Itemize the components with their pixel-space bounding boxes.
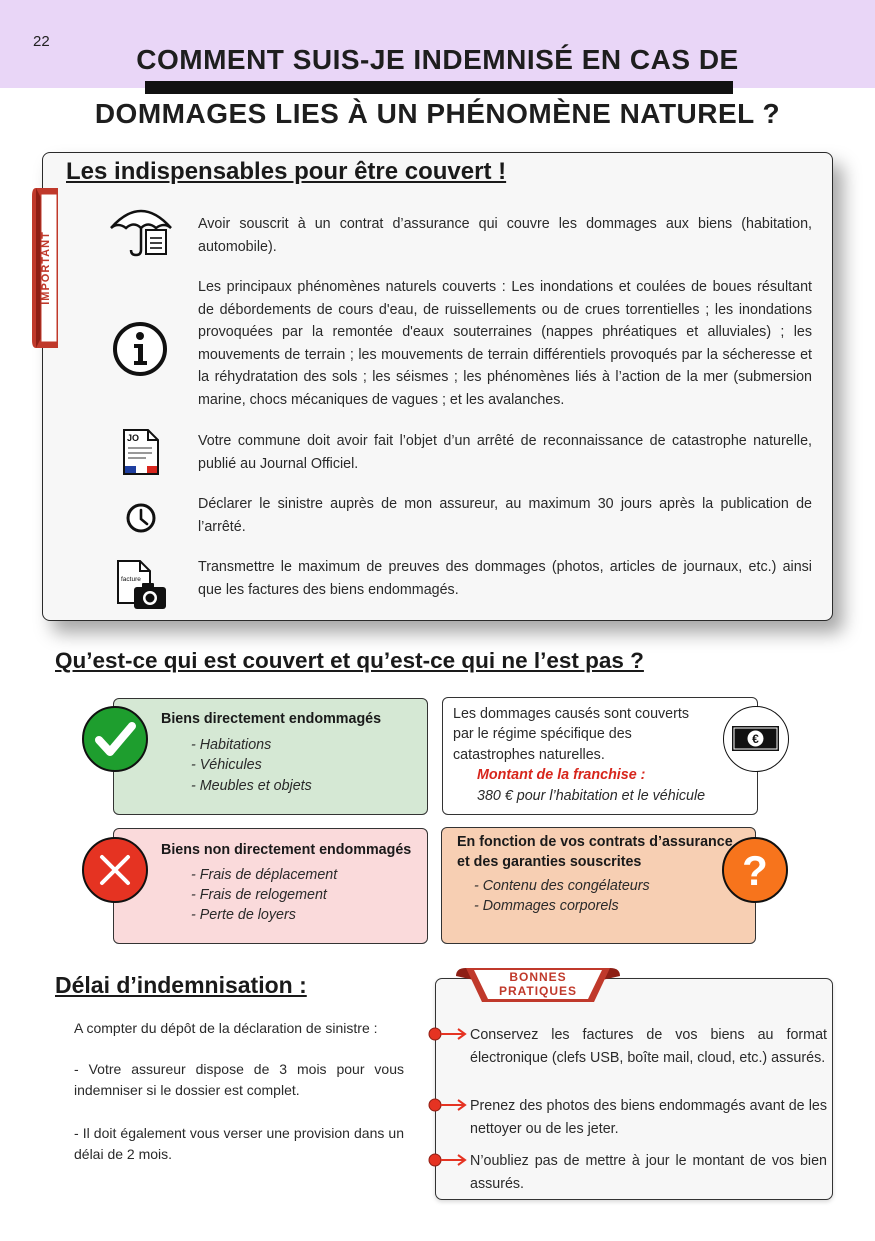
bonnes-pratiques-label-line2: PRATIQUES <box>498 984 578 998</box>
umbrella-contract-icon <box>108 202 174 258</box>
delai-heading: Délai d’indemnisation : <box>55 972 307 998</box>
check-icon <box>82 706 148 772</box>
bullet-arrow-icon <box>428 1153 470 1167</box>
banknote-icon <box>723 706 789 772</box>
delai-paragraph: - Votre assureur dispose de 3 mois pour vous indemniser si le dossier est complet. <box>74 1061 404 1098</box>
bonnes-pratiques-item: Conservez les factures de vos biens au format électronique (clefs USB, boîte mail, cloud, etc.) assurés. <box>470 1027 827 1066</box>
not-covered-item: - Frais de déplacement <box>191 867 338 883</box>
important-heading: Les indispensables pour être couvert ! <box>66 158 507 185</box>
question-symbol: ? <box>742 847 768 894</box>
important-item-text: Avoir souscrit à un contrat d’assurance qui couvre les dommages aux biens (habitation, automobile). <box>198 216 812 255</box>
journal-officiel-icon <box>122 428 160 476</box>
not-covered-item: - Perte de loyers <box>191 907 296 923</box>
clock-icon <box>125 502 157 534</box>
regime-line: par le régime spécifique des <box>453 726 632 742</box>
covered-title: Biens directement endommagés <box>161 711 382 727</box>
euro-symbol: € <box>752 732 759 746</box>
facture-label: facture <box>121 576 141 583</box>
page-number: 22 <box>33 33 50 50</box>
important-item-text: Déclarer le sinistre auprès de mon assureur, au maximum 30 jours après la publication de l’arrêté. <box>198 496 812 535</box>
depends-item: - Contenu des congélateurs <box>474 878 650 894</box>
covered-item: - Véhicules <box>191 757 262 773</box>
franchise-value: 380 € pour l’habitation et le véhicule <box>477 788 706 804</box>
invoice-camera-icon <box>116 559 168 611</box>
important-item-text: Transmettre le maximum de preuves des dommages (photos, articles de journaux, etc.) ainsi que les factures des biens endommagés. <box>198 559 812 598</box>
bonnes-pratiques-ribbon <box>454 962 622 1004</box>
depends-item: - Dommages corporels <box>474 898 619 914</box>
not-covered-item: - Frais de relogement <box>191 887 327 903</box>
bullet-arrow-icon <box>428 1027 470 1041</box>
franchise-label: Montant de la franchise : <box>477 767 646 783</box>
important-ribbon <box>30 186 60 350</box>
depends-title-line1: En fonction de vos contrats d’assurance <box>457 834 733 850</box>
important-ribbon-label: IMPORTANT <box>40 231 52 305</box>
info-icon <box>112 321 168 377</box>
regime-line: Les dommages causés sont couverts <box>453 706 690 722</box>
bonnes-pratiques-item: Prenez des photos des biens endommagés avant de les nettoyer ou de les jeter. <box>470 1098 827 1137</box>
covered-item: - Habitations <box>191 737 272 753</box>
page-title-line2: DOMMAGES LIES À UN PHÉNOMÈNE NATUREL ? <box>94 98 781 129</box>
cross-icon <box>82 837 148 903</box>
important-item-text: Votre commune doit avoir fait l’objet d’un arrêté de reconnaissance de catastrophe naturelle, publié au Journal Officiel. <box>198 433 812 472</box>
bonnes-pratiques-label-line1: BONNES <box>509 970 567 984</box>
bonnes-pratiques-item: N’oubliez pas de mettre à jour le montant de vos bien assurés. <box>470 1153 827 1192</box>
title-underline-bar <box>145 81 733 94</box>
covered-item: - Meubles et objets <box>191 778 312 794</box>
coverage-heading: Qu’est-ce qui est couvert et qu’est-ce qui ne l’est pas ? <box>55 648 644 673</box>
delai-paragraph: - Il doit également vous verser une provision dans un délai de 2 mois. <box>74 1125 404 1162</box>
question-icon <box>722 837 788 903</box>
depends-title-line2: et des garanties souscrites <box>457 854 642 870</box>
bullet-arrow-icon <box>428 1098 470 1112</box>
regime-line: catastrophes naturelles. <box>453 747 605 763</box>
page-title-line1: COMMENT SUIS-JE INDEMNISÉ EN CAS DE <box>136 44 739 75</box>
delai-paragraph: A compter du dépôt de la déclaration de sinistre : <box>74 1020 378 1036</box>
not-covered-title: Biens non directement endommagés <box>161 842 412 858</box>
important-item-text: Les principaux phénomènes naturels couverts : Les inondations et coulées de boues résultant de débordements de cours d'eau, de ruissellements ou de crues torrentielles ; les inondations provoquées par la remontée d'eaux souterraines (nappes phréatiques et alluviales) ; les mouvements de terrain ; les mouvements de terrain différentiels provoqués par la sécheresse et la réhydratation des sols ; les séismes ; les phénomènes liés à l’action de la mer (submersion marine, chocs mécaniques de vagues ; et les avalanches. <box>198 279 812 408</box>
jo-label: JO <box>127 433 140 443</box>
